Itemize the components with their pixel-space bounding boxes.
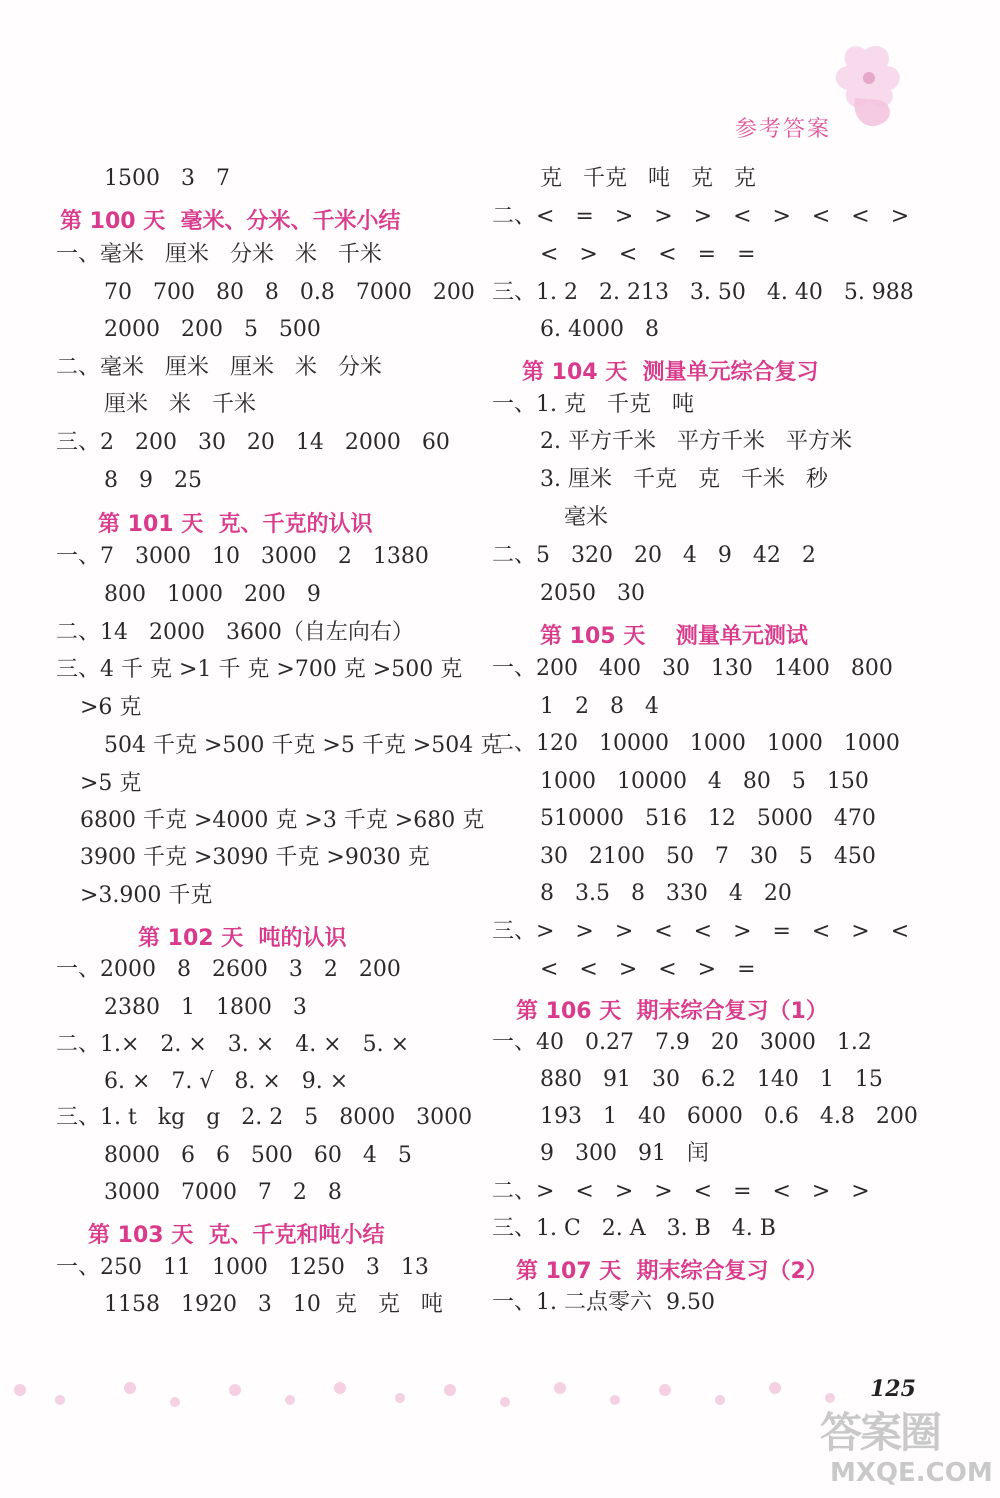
section-heading: 第 106 天 期末综合复习（1） [516,999,828,1024]
answer-line: 厘米 米 千米 [104,392,256,417]
answer-line: < < > < > = [540,957,756,982]
answer-line: 2050 30 [540,581,645,606]
answer-line: 1000 10000 4 80 5 150 [540,769,869,794]
answer-line: 三、> > > < < > = < > < [492,919,910,944]
section-heading: 第 107 天 期末综合复习（2） [516,1259,828,1284]
answer-line: 二、毫米 厘米 厘米 米 分米 [56,355,382,380]
section-heading: 第 102 天 吨的认识 [138,926,347,951]
answer-line: 克 千克 吨 克 克 [540,166,756,191]
answer-line: 6. × 7. √ 8. × 9. × [104,1069,349,1094]
answer-line: 三、4 千 克 >1 千 克 >700 克 >500 克 [56,657,463,682]
site-watermark [820,1400,995,1495]
answer-line: 一、200 400 30 130 1400 800 [492,656,893,681]
answer-line: 880 91 30 6.2 140 1 15 [540,1067,883,1092]
answer-line: 3. 厘米 千克 克 千米 秒 [540,467,828,492]
flower-border-decoration-icon [0,1370,860,1420]
answer-line: 510000 516 12 5000 470 [540,806,876,831]
watermark-url-text: MXQE.COM [830,1458,993,1488]
answer-line: 毫米 [564,505,609,530]
answer-line: 2000 200 5 500 [104,317,321,342]
answer-line: 2380 1 1800 3 [104,995,307,1020]
answer-line: 三、1. 2 2. 213 3. 50 4. 40 5. 988 [492,280,914,305]
answer-key-label: 参考答案 [735,117,832,142]
answer-line: 1 2 8 4 [540,694,659,719]
answer-line: >5 克 [80,771,142,796]
answer-line: 6. 4000 8 [540,317,659,342]
answer-line: 一、250 11 1000 1250 3 13 [56,1255,429,1280]
answer-line: 3000 7000 7 2 8 [104,1180,342,1205]
page-number: 125 [870,1376,916,1402]
answer-line: 三、1. t kg g 2. 2 5 8000 3000 [56,1105,473,1130]
answer-line: 2. 平方千米 平方千米 平方米 [540,429,852,454]
answer-line: 9 300 91 闰 [540,1141,709,1166]
flower-decoration-icon [825,40,910,135]
answer-line: < > < < = = [540,242,756,267]
section-heading: 第 105 天 测量单元测试 [540,624,808,649]
answer-line: 30 2100 50 7 30 5 450 [540,844,876,869]
answer-line: 一、1. 克 千克 吨 [492,392,694,417]
answer-line: 一、7 3000 10 3000 2 1380 [56,544,429,569]
answer-line: 二、14 2000 3600（自左向右） [56,620,414,645]
answer-line: 800 1000 200 9 [104,582,321,607]
answer-line: 504 千克 >500 千克 >5 千克 >504 克 [104,733,503,758]
answer-line: 1500 3 7 [104,166,230,191]
answer-line: 6800 千克 >4000 克 >3 千克 >680 克 [80,808,485,833]
answer-line: 二、5 320 20 4 9 42 2 [492,543,816,568]
answer-line: >6 克 [80,695,142,720]
answer-line: 一、40 0.27 7.9 20 3000 1.2 [492,1030,872,1055]
answer-line: 8 3.5 8 330 4 20 [540,881,792,906]
section-heading: 第 104 天 测量单元综合复习 [522,360,819,385]
answer-line: 三、2 200 30 20 14 2000 60 [56,430,450,455]
answer-line: 二、< = > > > < > < < > [492,204,910,229]
answer-line: 1158 1920 3 10 克 克 吨 [104,1292,443,1317]
section-heading: 第 103 天 克、千克和吨小结 [88,1223,385,1248]
answer-line: 二、1.× 2. × 3. × 4. × 5. × [56,1032,410,1057]
section-heading: 第 100 天 毫米、分米、千米小结 [60,209,401,234]
watermark-logo-text: 答案圈 [820,1408,941,1457]
answer-line: 8 9 25 [104,468,202,493]
answer-line: >3.900 千克 [80,883,213,908]
answer-line: 193 1 40 6000 0.6 4.8 200 [540,1104,918,1129]
answer-line: 二、> < > > < = < > > [492,1179,870,1204]
section-heading: 第 101 天 克、千克的认识 [98,512,373,537]
answer-line: 三、1. C 2. A 3. B 4. B [492,1216,776,1241]
answer-line: 一、2000 8 2600 3 2 200 [56,957,401,982]
answer-line: 二、120 10000 1000 1000 1000 [492,731,900,756]
answer-line: 70 700 80 8 0.8 7000 200 [104,280,475,305]
answer-line: 8000 6 6 500 60 4 5 [104,1143,412,1168]
answer-line: 一、毫米 厘米 分米 米 千米 [56,242,382,267]
answer-line: 一、1. 二点零六 9.50 [492,1290,715,1315]
answer-line: 3900 千克 >3090 千克 >9030 克 [80,845,430,870]
